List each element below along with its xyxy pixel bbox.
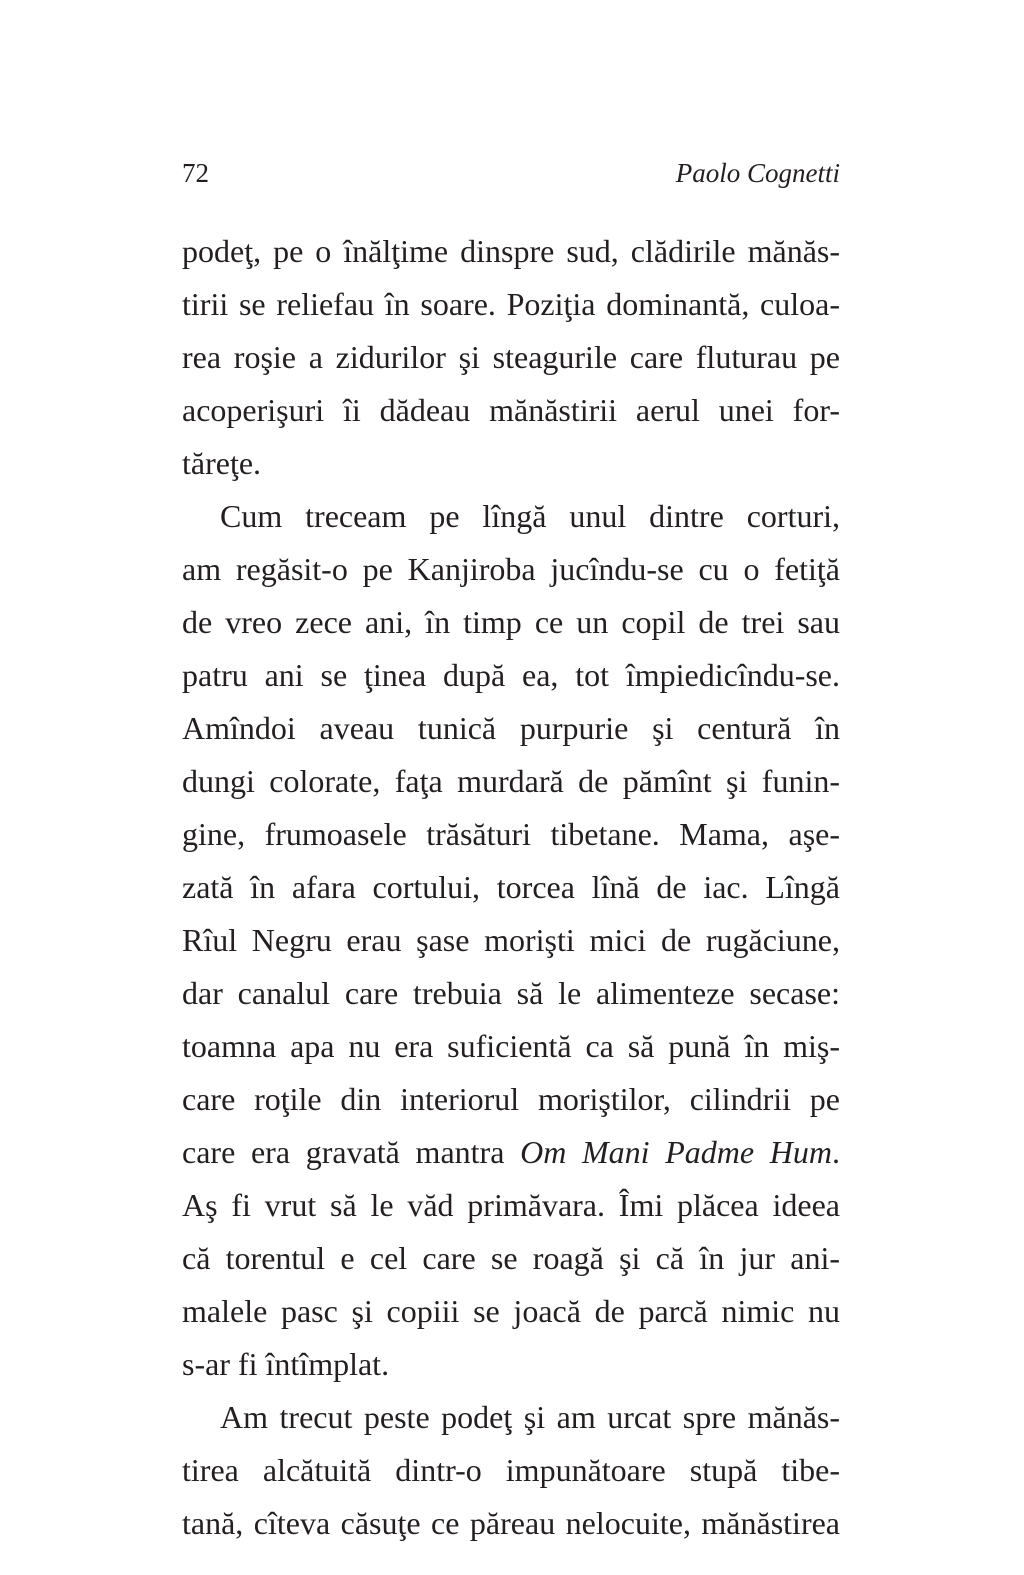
body-text [182, 225, 840, 1550]
text-line: că torentul e cel care se roagă şi că în jur ani- [182, 1240, 840, 1276]
text-line: Am trecut peste podeţ şi am urcat spre mănăs- [220, 1399, 840, 1435]
text-line: toamna apa nu era suficientă ca să pună în miş- [182, 1028, 840, 1064]
text-line: dar canalul care trebuia să le alimenteze secase: [182, 975, 840, 1011]
text-segment: . [832, 1134, 841, 1170]
text-segment: care era gravată mantra [182, 1134, 521, 1170]
paragraph-2 [182, 490, 840, 1391]
page-number: 72 [182, 158, 209, 188]
text-line: acoperişuri îi dădeau mănăstirii aerul unei for- [182, 392, 840, 428]
paragraph-1 [182, 225, 840, 490]
text-line: gine, frumoasele trăsături tibetane. Mama, aşe- [182, 816, 840, 852]
text-line: podeţ, pe o înălţime dinspre sud, clădirile mănăs- [182, 233, 840, 269]
text-line: Rîul Negru erau şase morişti mici de rugăciune, [182, 922, 840, 958]
text-line: Cum treceam pe lîngă unul dintre corturi, [220, 498, 840, 534]
text-line: tirii se reliefau în soare. Poziţia dominantă, culoa- [182, 286, 840, 322]
text-line: patru ani se ţinea după ea, tot împiedicîndu-se. [182, 657, 840, 693]
text-line: Amîndoi aveau tunică purpurie şi centură în [182, 710, 840, 746]
text-line: am regăsit-o pe Kanjiroba jucîndu-se cu o fetiţă [182, 551, 840, 587]
paragraph-3 [182, 1391, 840, 1550]
text-line: tirea alcătuită dintr-o impunătoare stupă tibe- [182, 1452, 840, 1488]
text-line: dungi colorate, faţa murdară de pămînt şi funin- [182, 763, 840, 799]
text-line: Aş fi vrut să le văd primăvara. Îmi plăcea ideea [182, 1187, 840, 1223]
text-line: tană, cîteva căsuţe ce păreau nelocuite, mănăstirea [182, 1505, 840, 1541]
running-header [182, 158, 840, 202]
text-line: de vreo zece ani, în timp ce un copil de trei sau [182, 604, 840, 640]
text-line: zată în afara cortului, torcea lînă de iac. Lîngă [182, 869, 840, 905]
running-head-author: Paolo Cognetti [675, 158, 840, 188]
text-line: tăreţe. [182, 445, 262, 481]
text-line-with-italic [182, 1126, 840, 1179]
italic-mantra: Om Mani Padme Hum [520, 1134, 833, 1170]
text-line: malele pasc şi copiii se joacă de parcă nimic nu [182, 1293, 840, 1329]
text-line: s-ar fi întîmplat. [182, 1346, 390, 1382]
text-line: rea roşie a zidurilor şi steagurile care fluturau pe [182, 339, 840, 375]
text-line: care roţile din interiorul moriştilor, cilindrii pe [182, 1081, 840, 1117]
